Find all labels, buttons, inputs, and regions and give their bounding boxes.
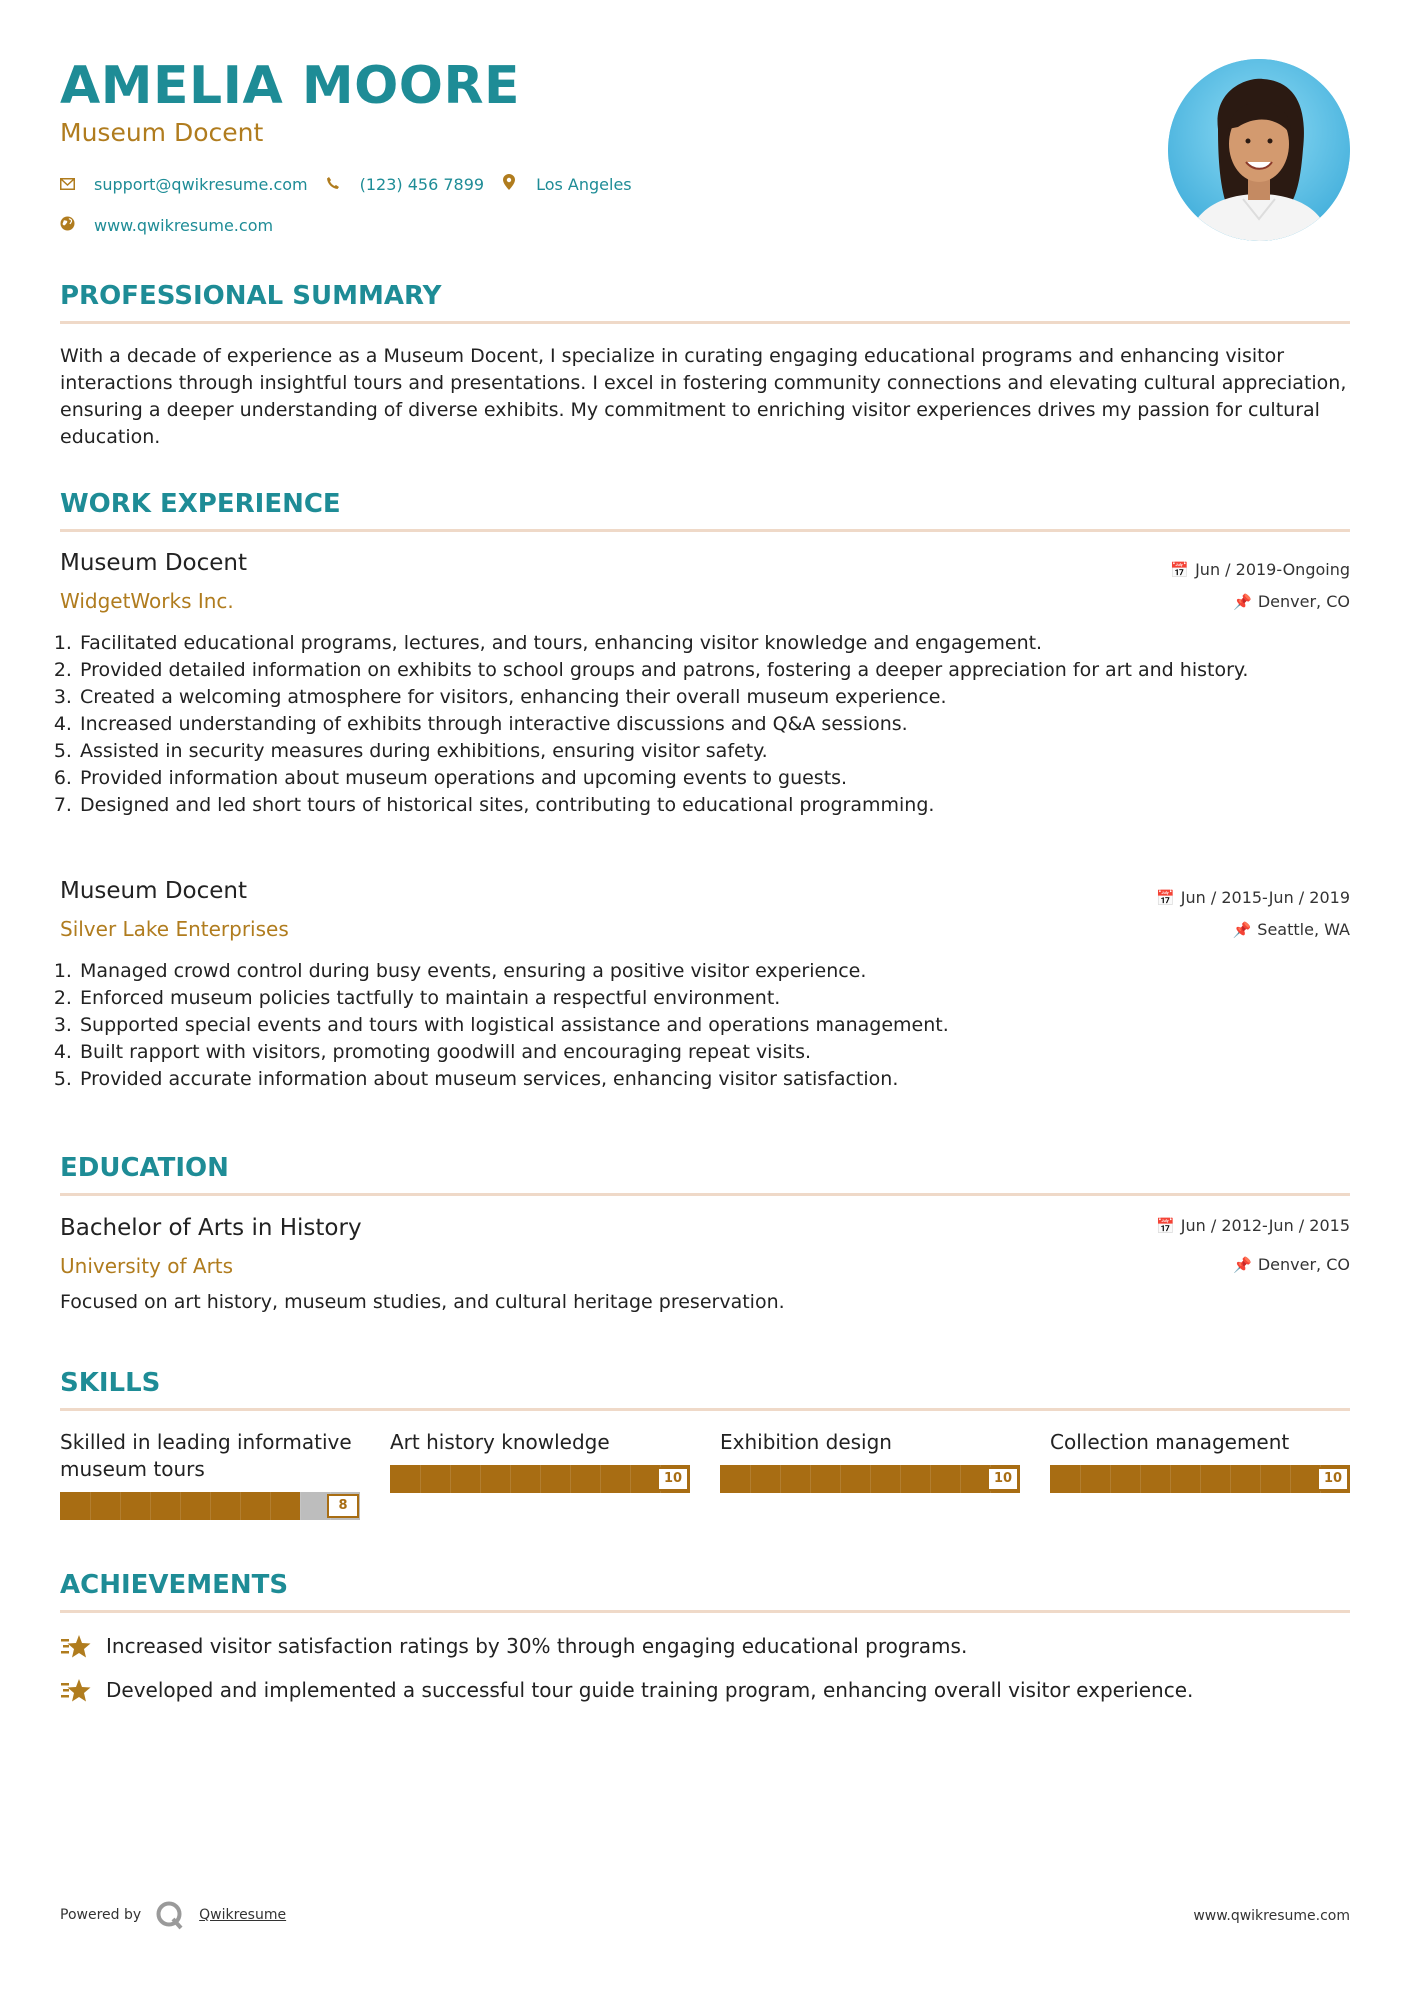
website-row [60, 216, 273, 235]
list-item: 7. Designed and led short tours of historical sites, contributing to educational programming. [78, 792, 1368, 819]
skill-bar [390, 1465, 690, 1493]
skill-bar-segment [300, 1492, 301, 1520]
skill-score: 10 [1317, 1467, 1349, 1491]
company-name: Silver Lake Enterprises [60, 917, 289, 941]
skill-label: Collection management [1050, 1430, 1290, 1454]
job-bullets [60, 958, 1368, 1093]
job-location: 📌 Denver, CO [1233, 592, 1350, 611]
skill-item [390, 1429, 690, 1493]
skill-label: Exhibition design [720, 1430, 892, 1454]
skill-bar-segment [900, 1465, 901, 1493]
skill-bar-segment [1200, 1465, 1201, 1493]
achievement-item [60, 1677, 1193, 1703]
profile-photo [1168, 59, 1350, 241]
achievement-text: Increased visitor satisfaction ratings by 30% through engaging educational programs. [106, 1634, 968, 1658]
skill-bar-segment [270, 1492, 271, 1520]
powered-by-text: Powered by [60, 1907, 142, 1923]
education-dates: 📅 Jun / 2012-Jun / 2015 [1156, 1216, 1350, 1235]
section-divider [60, 1610, 1350, 1613]
skill-bar-segment [570, 1465, 571, 1493]
skill-bar-segment [90, 1492, 91, 1520]
skill-bar-segment [1140, 1465, 1141, 1493]
calendar-icon: 📅 [1170, 561, 1190, 579]
skill-bar [720, 1465, 1020, 1493]
list-item: 4. Built rapport with visitors, promoting goodwill and encouraging repeat visits. [78, 1039, 1368, 1066]
phone-icon [326, 175, 340, 194]
skill-bar-segment [180, 1492, 181, 1520]
experience-heading: WORK EXPERIENCE [60, 489, 341, 519]
skill-bar-segment [840, 1465, 841, 1493]
phone-number[interactable]: (123) 456 7899 [359, 174, 485, 194]
section-divider [60, 1408, 1350, 1411]
list-item: 2. Enforced museum policies tactfully to maintain a respectful environment. [78, 985, 1368, 1012]
skill-bar-segment [1230, 1465, 1231, 1493]
pushpin-icon: 📌 [1233, 1256, 1252, 1274]
summary-text: With a decade of experience as a Museum Docent, I specialize in curating engaging educational programs and enhancing visitor interactions through insightful tours and presentations. I excel in fostering community connections and elevating cultural appreciation, ensuring a deeper understanding of diverse exhibits. My commitment to enriching visitor experiences drives my passion for cultural education. [60, 345, 1347, 448]
list-item: 3. Created a welcoming atmosphere for visitors, enhancing their overall museum experience. [78, 684, 1368, 711]
skill-bar [1050, 1465, 1350, 1493]
footer-website[interactable]: www.qwikresume.com [1193, 1908, 1350, 1924]
achievements-heading: ACHIEVEMENTS [60, 1570, 289, 1600]
skill-label: Art history knowledge [390, 1430, 610, 1454]
skill-bar-segment [1260, 1465, 1261, 1493]
job-dates: 📅 Jun / 2019-Ongoing [1170, 560, 1350, 579]
skills-heading: SKILLS [60, 1368, 161, 1398]
list-item: 1. Facilitated educational programs, lectures, and tours, enhancing visitor knowledge and engagement. [78, 630, 1368, 657]
job-dates: 📅 Jun / 2015-Jun / 2019 [1156, 888, 1350, 907]
skill-bar-segment [780, 1465, 781, 1493]
company-name: WidgetWorks Inc. [60, 589, 234, 613]
section-divider [60, 529, 1350, 532]
list-item: 5. Assisted in security measures during exhibitions, ensuring visitor safety. [78, 738, 1368, 765]
skill-bar-segment [150, 1492, 151, 1520]
contact-row [60, 174, 632, 194]
list-item: 5. Provided accurate information about museum services, enhancing visitor satisfaction. [78, 1066, 1368, 1093]
qwikresume-logo-icon [155, 1900, 185, 1930]
skill-bar [60, 1492, 360, 1520]
candidate-name: AMELIA MOORE [60, 56, 521, 116]
achievement-item [60, 1633, 967, 1659]
education-location: 📌 Denver, CO [1233, 1255, 1350, 1274]
list-item: 6. Provided information about museum operations and upcoming events to guests. [78, 765, 1368, 792]
globe-icon [60, 216, 74, 235]
skill-bar-segment [1170, 1465, 1171, 1493]
skill-label: Skilled in leading informative museum tours [60, 1430, 352, 1481]
skill-bar-segment [930, 1465, 931, 1493]
email-link[interactable]: support@qwikresume.com [94, 174, 308, 194]
skill-bar-segment [210, 1492, 211, 1520]
skill-item [1050, 1429, 1350, 1493]
skill-score: 8 [327, 1494, 359, 1518]
education-description: Focused on art history, museum studies, and cultural heritage preservation. [60, 1291, 785, 1313]
summary-heading: PROFESSIONAL SUMMARY [60, 281, 442, 311]
list-item: 2. Provided detailed information on exhibits to school groups and patrons, fostering a deeper appreciation for art and history. [78, 657, 1368, 684]
skill-bar-segment [1290, 1465, 1291, 1493]
section-divider [60, 321, 1350, 324]
skill-bar-segment [480, 1465, 481, 1493]
job-location: 📌 Seattle, WA [1232, 920, 1350, 939]
skill-bar-segment [750, 1465, 751, 1493]
skill-score: 10 [657, 1467, 689, 1491]
list-item: 4. Increased understanding of exhibits through interactive discussions and Q&A sessions. [78, 711, 1368, 738]
skill-bar-segment [120, 1492, 121, 1520]
skill-bar-segment [960, 1465, 961, 1493]
website-link[interactable]: www.qwikresume.com [94, 216, 274, 235]
job-title: Museum Docent [60, 878, 248, 904]
candidate-role: Museum Docent [60, 118, 264, 147]
map-pin-icon [502, 174, 516, 194]
qwikresume-link[interactable]: Qwikresume [199, 1907, 287, 1923]
skill-bar-segment [450, 1465, 451, 1493]
skill-bar-segment [1110, 1465, 1111, 1493]
pushpin-icon: 📌 [1233, 593, 1252, 611]
skill-bar-segment [870, 1465, 871, 1493]
skill-bar-segment [240, 1492, 241, 1520]
list-item: 3. Supported special events and tours with logistical assistance and operations management. [78, 1012, 1368, 1039]
pushpin-icon: 📌 [1232, 921, 1252, 939]
skill-bar-segment [810, 1465, 811, 1493]
skill-bar-segment [420, 1465, 421, 1493]
skill-bar-segment [600, 1465, 601, 1493]
job-bullets [60, 630, 1368, 819]
star-award-icon [60, 1633, 92, 1659]
section-divider [60, 1193, 1350, 1196]
school-name: University of Arts [60, 1254, 234, 1278]
envelope-icon [60, 175, 74, 194]
list-item: 1. Managed crowd control during busy events, ensuring a positive visitor experience. [78, 958, 1368, 985]
star-award-icon [60, 1677, 92, 1703]
job-title: Museum Docent [60, 550, 248, 576]
location-text: Los Angeles [536, 174, 632, 194]
achievement-text: Developed and implemented a successful tour guide training program, enhancing overall visitor experience. [106, 1678, 1194, 1702]
calendar-icon: 📅 [1156, 1217, 1175, 1235]
skill-item [60, 1429, 360, 1520]
skill-bar-segment [630, 1465, 631, 1493]
skill-bar-segment [510, 1465, 511, 1493]
education-heading: EDUCATION [60, 1153, 229, 1183]
skill-bar-segment [540, 1465, 541, 1493]
footer-powered-by [60, 1900, 286, 1930]
calendar-icon: 📅 [1156, 889, 1175, 907]
skill-score: 10 [987, 1467, 1019, 1491]
skill-item [720, 1429, 1020, 1493]
degree-title: Bachelor of Arts in History [60, 1215, 362, 1241]
skill-bar-segment [1080, 1465, 1081, 1493]
